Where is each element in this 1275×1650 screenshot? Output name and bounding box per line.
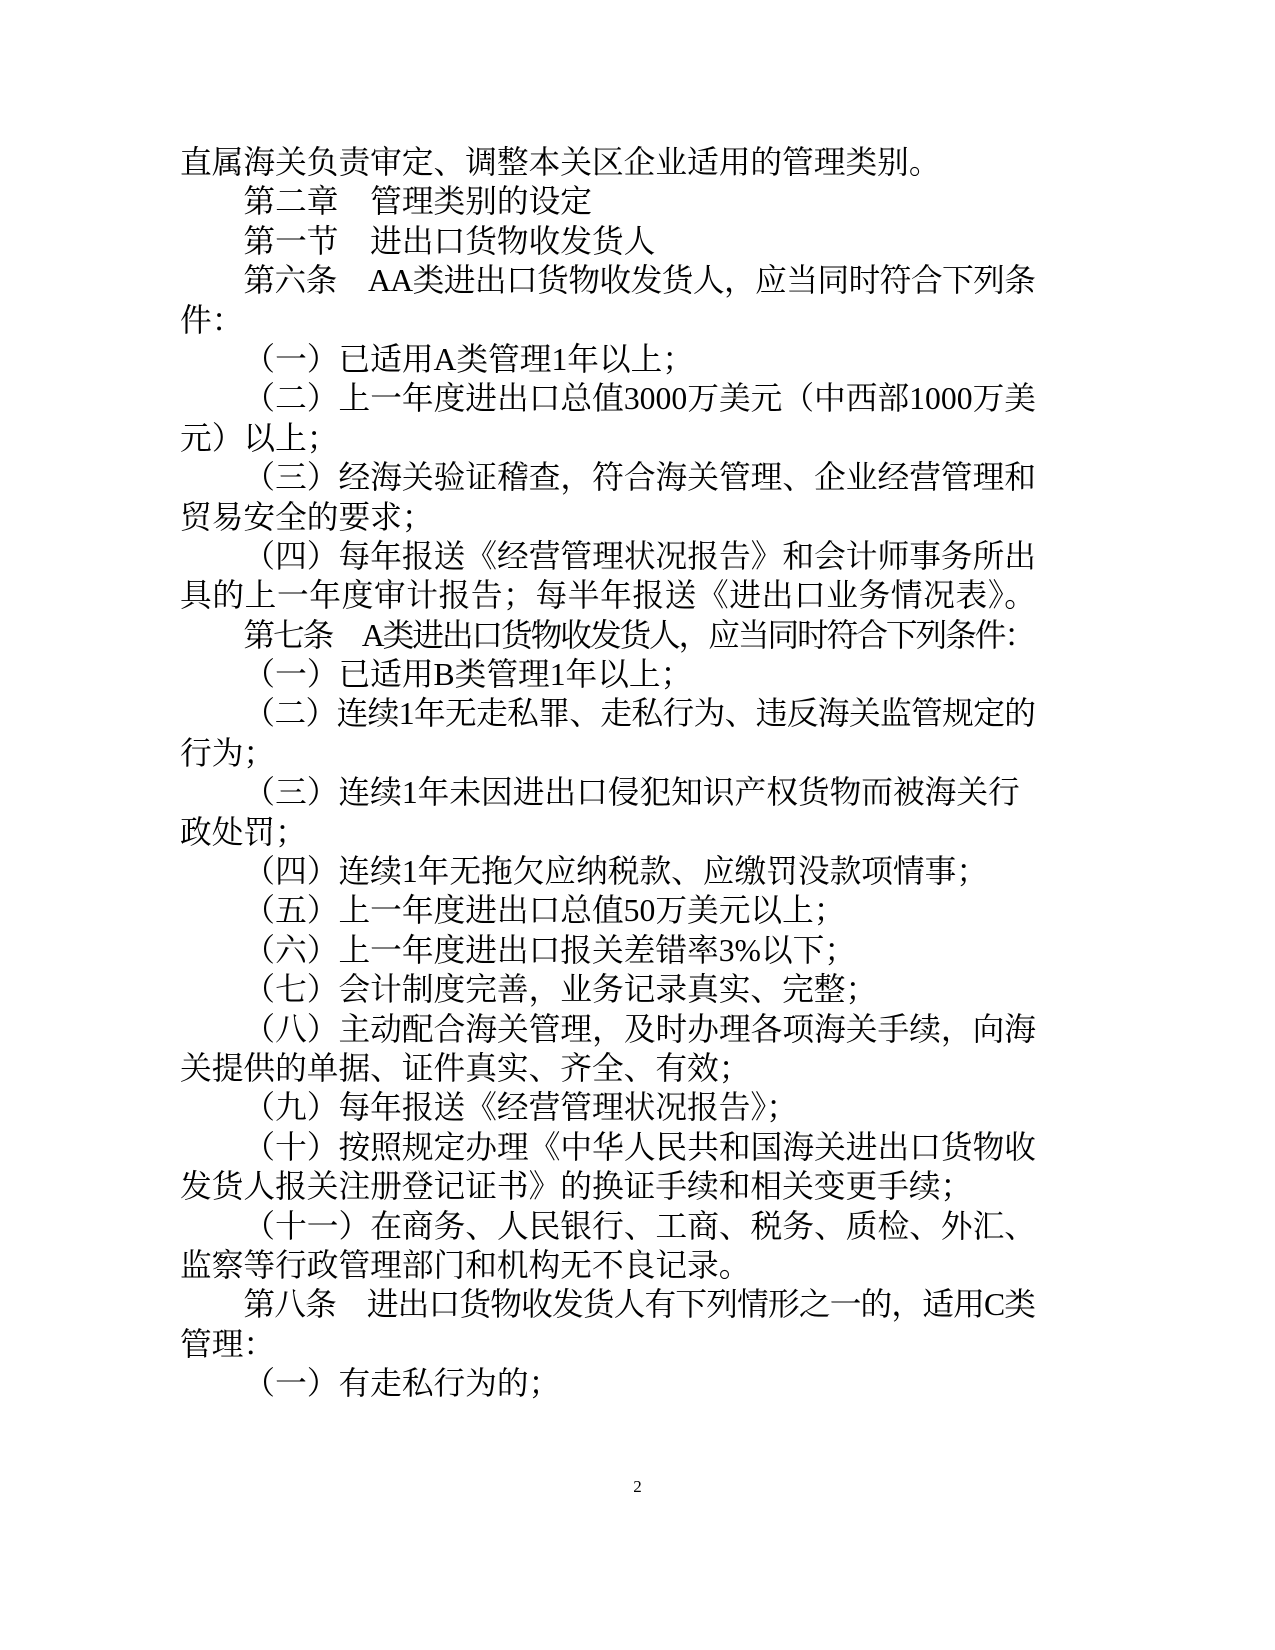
article-7-item-5	[180, 891, 1036, 930]
article-6	[180, 261, 1036, 340]
article-6-item-1	[180, 340, 1036, 379]
text-line: （四）每年报送《经营管理状况报告》和会计师事务所出	[243, 538, 1037, 574]
text-line: 政处罚；	[180, 814, 307, 850]
text-line: 第七条 A类进出口货物收发货人，应当同时符合下列条件：	[243, 617, 1034, 653]
text-line: 关提供的单据、证件真实、齐全、有效；	[180, 1050, 751, 1086]
text-line: 第六条 AA类进出口货物收发货人，应当同时符合下列条	[243, 263, 1036, 299]
text-line: （五）上一年度进出口总值50万美元以上；	[243, 893, 846, 929]
text-line: 贸易安全的要求；	[180, 499, 434, 535]
article-7-item-11	[180, 1207, 1036, 1286]
text-line: （八）主动配合海关管理，及时办理各项海关手续，向海	[243, 1011, 1037, 1047]
text-line: （十一）在商务、人民银行、工商、税务、质检、外汇、	[243, 1208, 1037, 1244]
article-7-item-7	[180, 970, 1036, 1009]
article-7-item-10	[180, 1128, 1036, 1207]
article-7-item-8	[180, 1010, 1036, 1089]
text-line: 元）以上；	[180, 420, 339, 456]
article-6-item-4	[180, 537, 1036, 616]
text-line: （三）连续1年未因进出口侵犯知识产权货物而被海关行	[243, 775, 1020, 811]
article-6-item-2	[180, 379, 1036, 458]
paragraph-continued	[180, 143, 1036, 182]
chapter-heading	[180, 182, 1036, 221]
text-line: 具的上一年度审计报告；每半年报送《进出口业务情况表》。	[180, 578, 1037, 614]
text-line: 第八条 进出口货物收发货人有下列情形之一的，适用C类	[243, 1287, 1036, 1323]
article-8-item-1	[180, 1364, 1036, 1403]
article-7-item-9	[180, 1088, 1036, 1127]
text-line: （十）按照规定办理《中华人民共和国海关进出口货物收	[243, 1129, 1037, 1165]
text-line: （二）上一年度进出口总值3000万美元（中西部1000万美	[243, 381, 1037, 417]
text-line: （二）连续1年无走私罪、走私行为、违反海关监管规定的	[243, 696, 1036, 732]
text-line: 管理：	[180, 1326, 276, 1362]
text-line: （一）已适用A类管理1年以上；	[243, 341, 695, 377]
text-line: （一）有走私行为的；	[243, 1366, 561, 1402]
article-7	[180, 616, 1036, 655]
article-7-item-1	[180, 655, 1036, 694]
document-body	[180, 143, 1036, 1404]
text-line: 直属海关负责审定、调整本关区企业适用的管理类别。	[180, 145, 941, 180]
text-line: （七）会计制度完善，业务记录真实、完整；	[243, 972, 878, 1008]
text-line: 行为；	[180, 735, 276, 771]
article-7-item-3	[180, 773, 1036, 852]
text-line: 件：	[180, 302, 244, 338]
text-line: （四）连续1年无拖欠应纳税款、应缴罚没款项情事；	[243, 854, 989, 890]
article-7-item-6	[180, 931, 1036, 970]
text-line: （六）上一年度进出口报关差错率3%以下；	[243, 932, 857, 968]
article-7-item-2	[180, 694, 1036, 773]
text-line: 第一节 进出口货物收发货人	[243, 223, 656, 259]
text-line: （一）已适用B类管理1年以上；	[243, 657, 693, 693]
article-6-item-3	[180, 458, 1036, 537]
page-number: 2	[633, 1477, 642, 1496]
article-7-item-4	[180, 852, 1036, 891]
text-line: 第二章 管理类别的设定	[243, 184, 592, 220]
text-line: （九）每年报送《经营管理状况报告》；	[243, 1090, 798, 1126]
text-line: 发货人报关注册登记证书》的换证手续和相关变更手续；	[180, 1169, 973, 1205]
section-heading	[180, 222, 1036, 261]
text-line: 监察等行政管理部门和机构无不良记录。	[180, 1247, 751, 1283]
article-8	[180, 1285, 1036, 1364]
text-line: （三）经海关验证稽查，符合海关管理、企业经营管理和	[243, 460, 1037, 496]
